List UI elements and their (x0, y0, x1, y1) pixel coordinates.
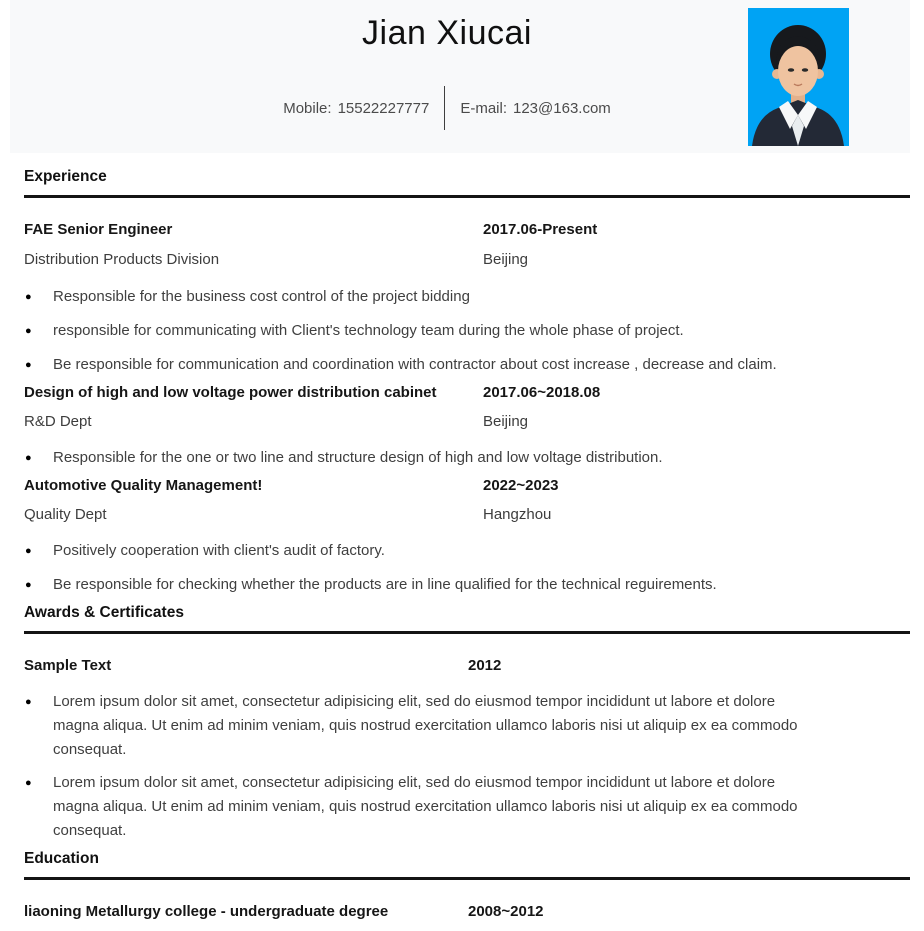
bullet-text: Be responsible for communication and coordination with contractor about cost increase , decrease and claim. (53, 356, 777, 373)
id-photo-image (748, 8, 849, 146)
entry-subtitle: Quality Dept (24, 506, 107, 523)
id-photo (748, 8, 849, 146)
entry-title: Design of high and low voltage power distribution cabinet (24, 384, 437, 401)
bullet-text: Responsible for the one or two line and structure design of high and low voltage distribution. (53, 449, 663, 466)
experience-entry-header (24, 476, 910, 495)
entry-subtitle: Distribution Products Division (24, 251, 220, 268)
bullet-marker: ● (25, 545, 32, 557)
resume-content (24, 160, 910, 921)
mobile-contact (283, 100, 429, 117)
education-entry-header (24, 902, 910, 921)
entry-title: liaoning Metallurgy college - undergraduate degree (24, 903, 389, 920)
section-heading-experience: Experience (24, 168, 910, 198)
contact-divider (444, 86, 445, 130)
bullet-text: Be responsible for checking whether the products are in line qualified for the technical reguirements. (53, 576, 717, 593)
entry-title: FAE Senior Engineer (24, 221, 173, 238)
bullet-text: Lorem ipsum dolor sit amet, consectetur adipisicing elit, sed do eiusmod tempor incididunt ut labore et dolore magna aliqua. Ut enim ad minim veniam, quis nostrud exercitation ullamco laboris nisi ut aliquip ex ea commodo consequat. (53, 774, 798, 839)
bullet-marker: ● (25, 325, 32, 337)
entry-date: 2022~2023 (483, 477, 559, 494)
bullet-item (24, 353, 910, 377)
bullet-marker: ● (25, 452, 32, 464)
section-heading-awards: Awards & Certificates (24, 604, 910, 634)
resume-header (10, 0, 910, 153)
bullet-item (24, 319, 910, 343)
bullet-item (24, 771, 910, 843)
entry-subtitle: R&D Dept (24, 413, 92, 430)
entry-location: Beijing (483, 251, 529, 268)
experience-entry-header (24, 383, 910, 402)
entry-location: Hangzhou (483, 506, 552, 523)
mobile-value: 15522227777 (337, 99, 430, 117)
entry-date: 2017.06~2018.08 (483, 384, 601, 401)
entry-date: 2008~2012 (468, 903, 544, 920)
bullet-text: Positively cooperation with client's audit of factory. (53, 542, 385, 559)
entry-date: 2017.06-Present (483, 221, 598, 238)
bullet-item (24, 539, 910, 563)
bullet-marker: ● (25, 359, 32, 371)
entry-location: Beijing (483, 413, 529, 430)
bullet-marker: ● (25, 579, 32, 591)
bullet-item (24, 573, 910, 597)
bullet-text: Responsible for the business cost control of the project bidding (53, 288, 470, 305)
experience-entry-subheader (24, 250, 910, 269)
entry-title: Sample Text (24, 657, 112, 674)
experience-entry-subheader (24, 505, 910, 524)
email-value: 123@163.com (513, 99, 611, 117)
resume-name: Jian Xiucai (362, 14, 532, 52)
experience-entry-subheader (24, 412, 910, 431)
email-contact (460, 100, 610, 117)
email-label: E-mail: (460, 99, 507, 117)
bullet-marker: ● (25, 291, 32, 303)
mobile-label: Mobile: (283, 99, 332, 117)
bullet-marker: ● (25, 696, 32, 708)
bullet-item (24, 446, 910, 470)
section-heading-education: Education (24, 850, 910, 880)
bullet-item (24, 690, 910, 762)
bullet-marker: ● (25, 777, 32, 789)
bullet-item (24, 285, 910, 309)
experience-entry-header (24, 220, 910, 239)
bullet-text: Lorem ipsum dolor sit amet, consectetur adipisicing elit, sed do eiusmod tempor incididunt ut labore et dolore magna aliqua. Ut enim ad minim veniam, quis nostrud exercitation ullamco laboris nisi ut aliquip ex ea commodo consequat. (53, 693, 798, 758)
awards-entry-header (24, 656, 910, 675)
entry-title: Automotive Quality Management! (24, 477, 263, 494)
bullet-text: responsible for communicating with Client's technology team during the whole phase of project. (53, 322, 684, 339)
entry-date: 2012 (468, 657, 502, 674)
